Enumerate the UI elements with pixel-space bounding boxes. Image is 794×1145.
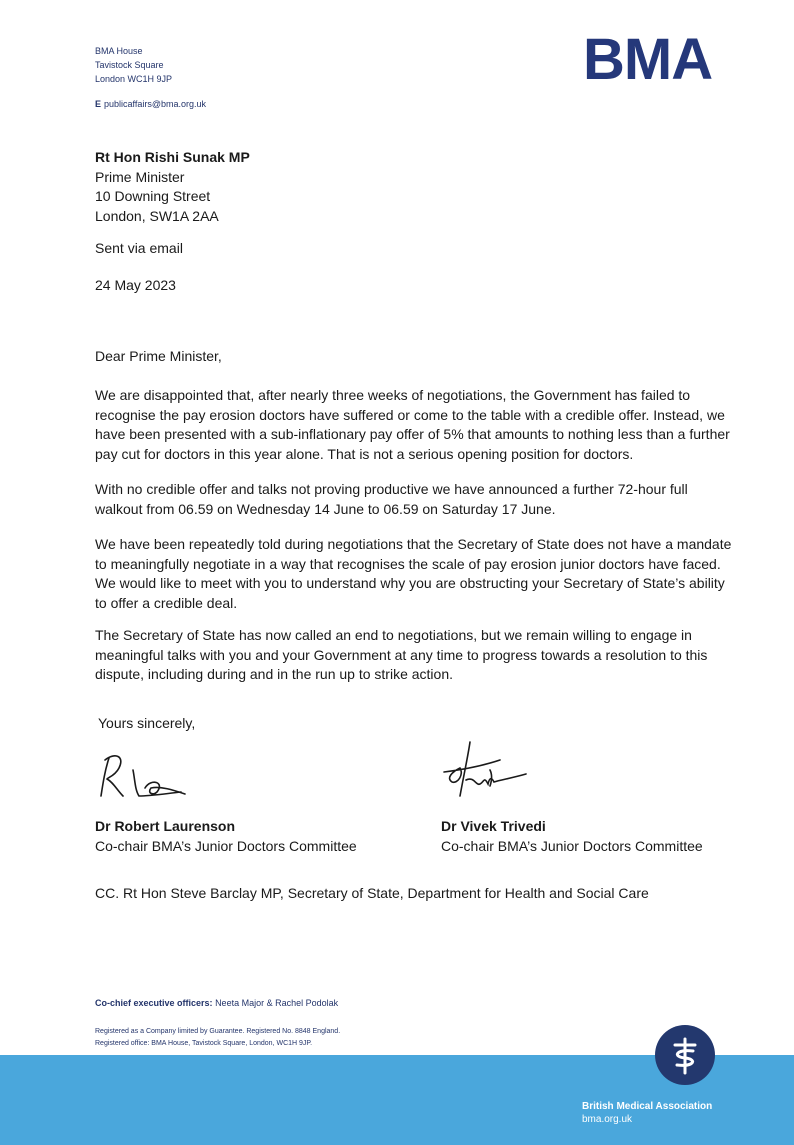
body-paragraph-3: We have been repeatedly told during negotiations that the Secretary of State does not have a mandate to meaningfully negotiate in a way that recognises the scale of pay erosion junior doctors have faced. We would like to meet with you to understand why you are obstructing your Secretary of State’s ability to offer a credible deal. xyxy=(95,536,732,611)
sent-via: Sent via email xyxy=(95,240,183,256)
signatory-name: Dr Robert Laurenson xyxy=(95,818,236,834)
address-line: Tavistock Square xyxy=(95,60,164,70)
signature-trivedi xyxy=(430,738,540,800)
signatory-left xyxy=(95,817,357,856)
address-line: London WC1H 9JP xyxy=(95,74,173,84)
address-line: BMA House xyxy=(95,46,143,56)
chief-executives xyxy=(95,998,338,1008)
org-block xyxy=(582,1100,712,1126)
registration-info xyxy=(95,1026,340,1050)
bma-logo: BMA xyxy=(583,27,713,92)
body-paragraph-4: The Secretary of State has now called an end to negotiations, but we remain willing to engage in meaningful talks with you and your Government at any time to progress towards a resolution to this dispute, including during and in the run up to strike action. xyxy=(95,627,708,683)
signatory-role: Co-chair BMA’s Junior Doctors Committee xyxy=(441,837,703,854)
body-paragraph-1: We are disappointed that, after nearly three weeks of negotiations, the Government has failed to recognise the pay erosion doctors have suffered or come to the table with a credible offer. Instead, we have been presented with a sub-inflationary pay offer of 5% that amounts to nothing less than a further pay cut for doctors in this year alone. That is not a serious opening position for doctors. xyxy=(95,387,730,462)
signature-laurenson xyxy=(95,748,195,803)
cc-line: CC. Rt Hon Steve Barclay MP, Secretary of State, Department for Health and Social Care xyxy=(95,885,649,901)
body-paragraph-2: With no credible offer and talks not proving productive we have announced a further 72-hour full walkout from 06.59 on Wednesday 14 June to 06.59 on Saturday 17 June. xyxy=(95,481,688,517)
recipient-block xyxy=(95,148,250,226)
registered-office-line: Registered office: BMA House, Tavistock Square, London, WC1H 9JP. xyxy=(95,1040,313,1047)
signatory-name: Dr Vivek Trivedi xyxy=(441,818,546,834)
sender-address xyxy=(95,44,172,86)
bma-emblem-icon xyxy=(655,1025,715,1085)
ce-names: Neeta Major & Rachel Podolak xyxy=(215,998,339,1008)
signatory-role: Co-chair BMA’s Junior Doctors Committee xyxy=(95,837,357,854)
recipient-title: Prime Minister xyxy=(95,168,185,185)
org-name: British Medical Association xyxy=(582,1101,713,1112)
org-url[interactable]: bma.org.uk xyxy=(582,1114,633,1125)
recipient-city: London, SW1A 2AA xyxy=(95,207,219,224)
signatory-right xyxy=(441,817,703,856)
registration-line: Registered as a Company limited by Guarantee. Registered No. 8848 England. xyxy=(95,1028,341,1035)
email-address[interactable]: publicaffairs@bma.org.uk xyxy=(104,99,207,109)
recipient-street: 10 Downing Street xyxy=(95,188,211,204)
recipient-name: Rt Hon Rishi Sunak MP xyxy=(95,149,250,165)
sender-email xyxy=(95,99,206,109)
ce-label: Co-chief executive officers: xyxy=(95,998,213,1008)
closing: Yours sincerely, xyxy=(98,715,196,731)
salutation: Dear Prime Minister, xyxy=(95,348,222,364)
letter-date: 24 May 2023 xyxy=(95,277,176,293)
email-label: E xyxy=(95,99,102,109)
